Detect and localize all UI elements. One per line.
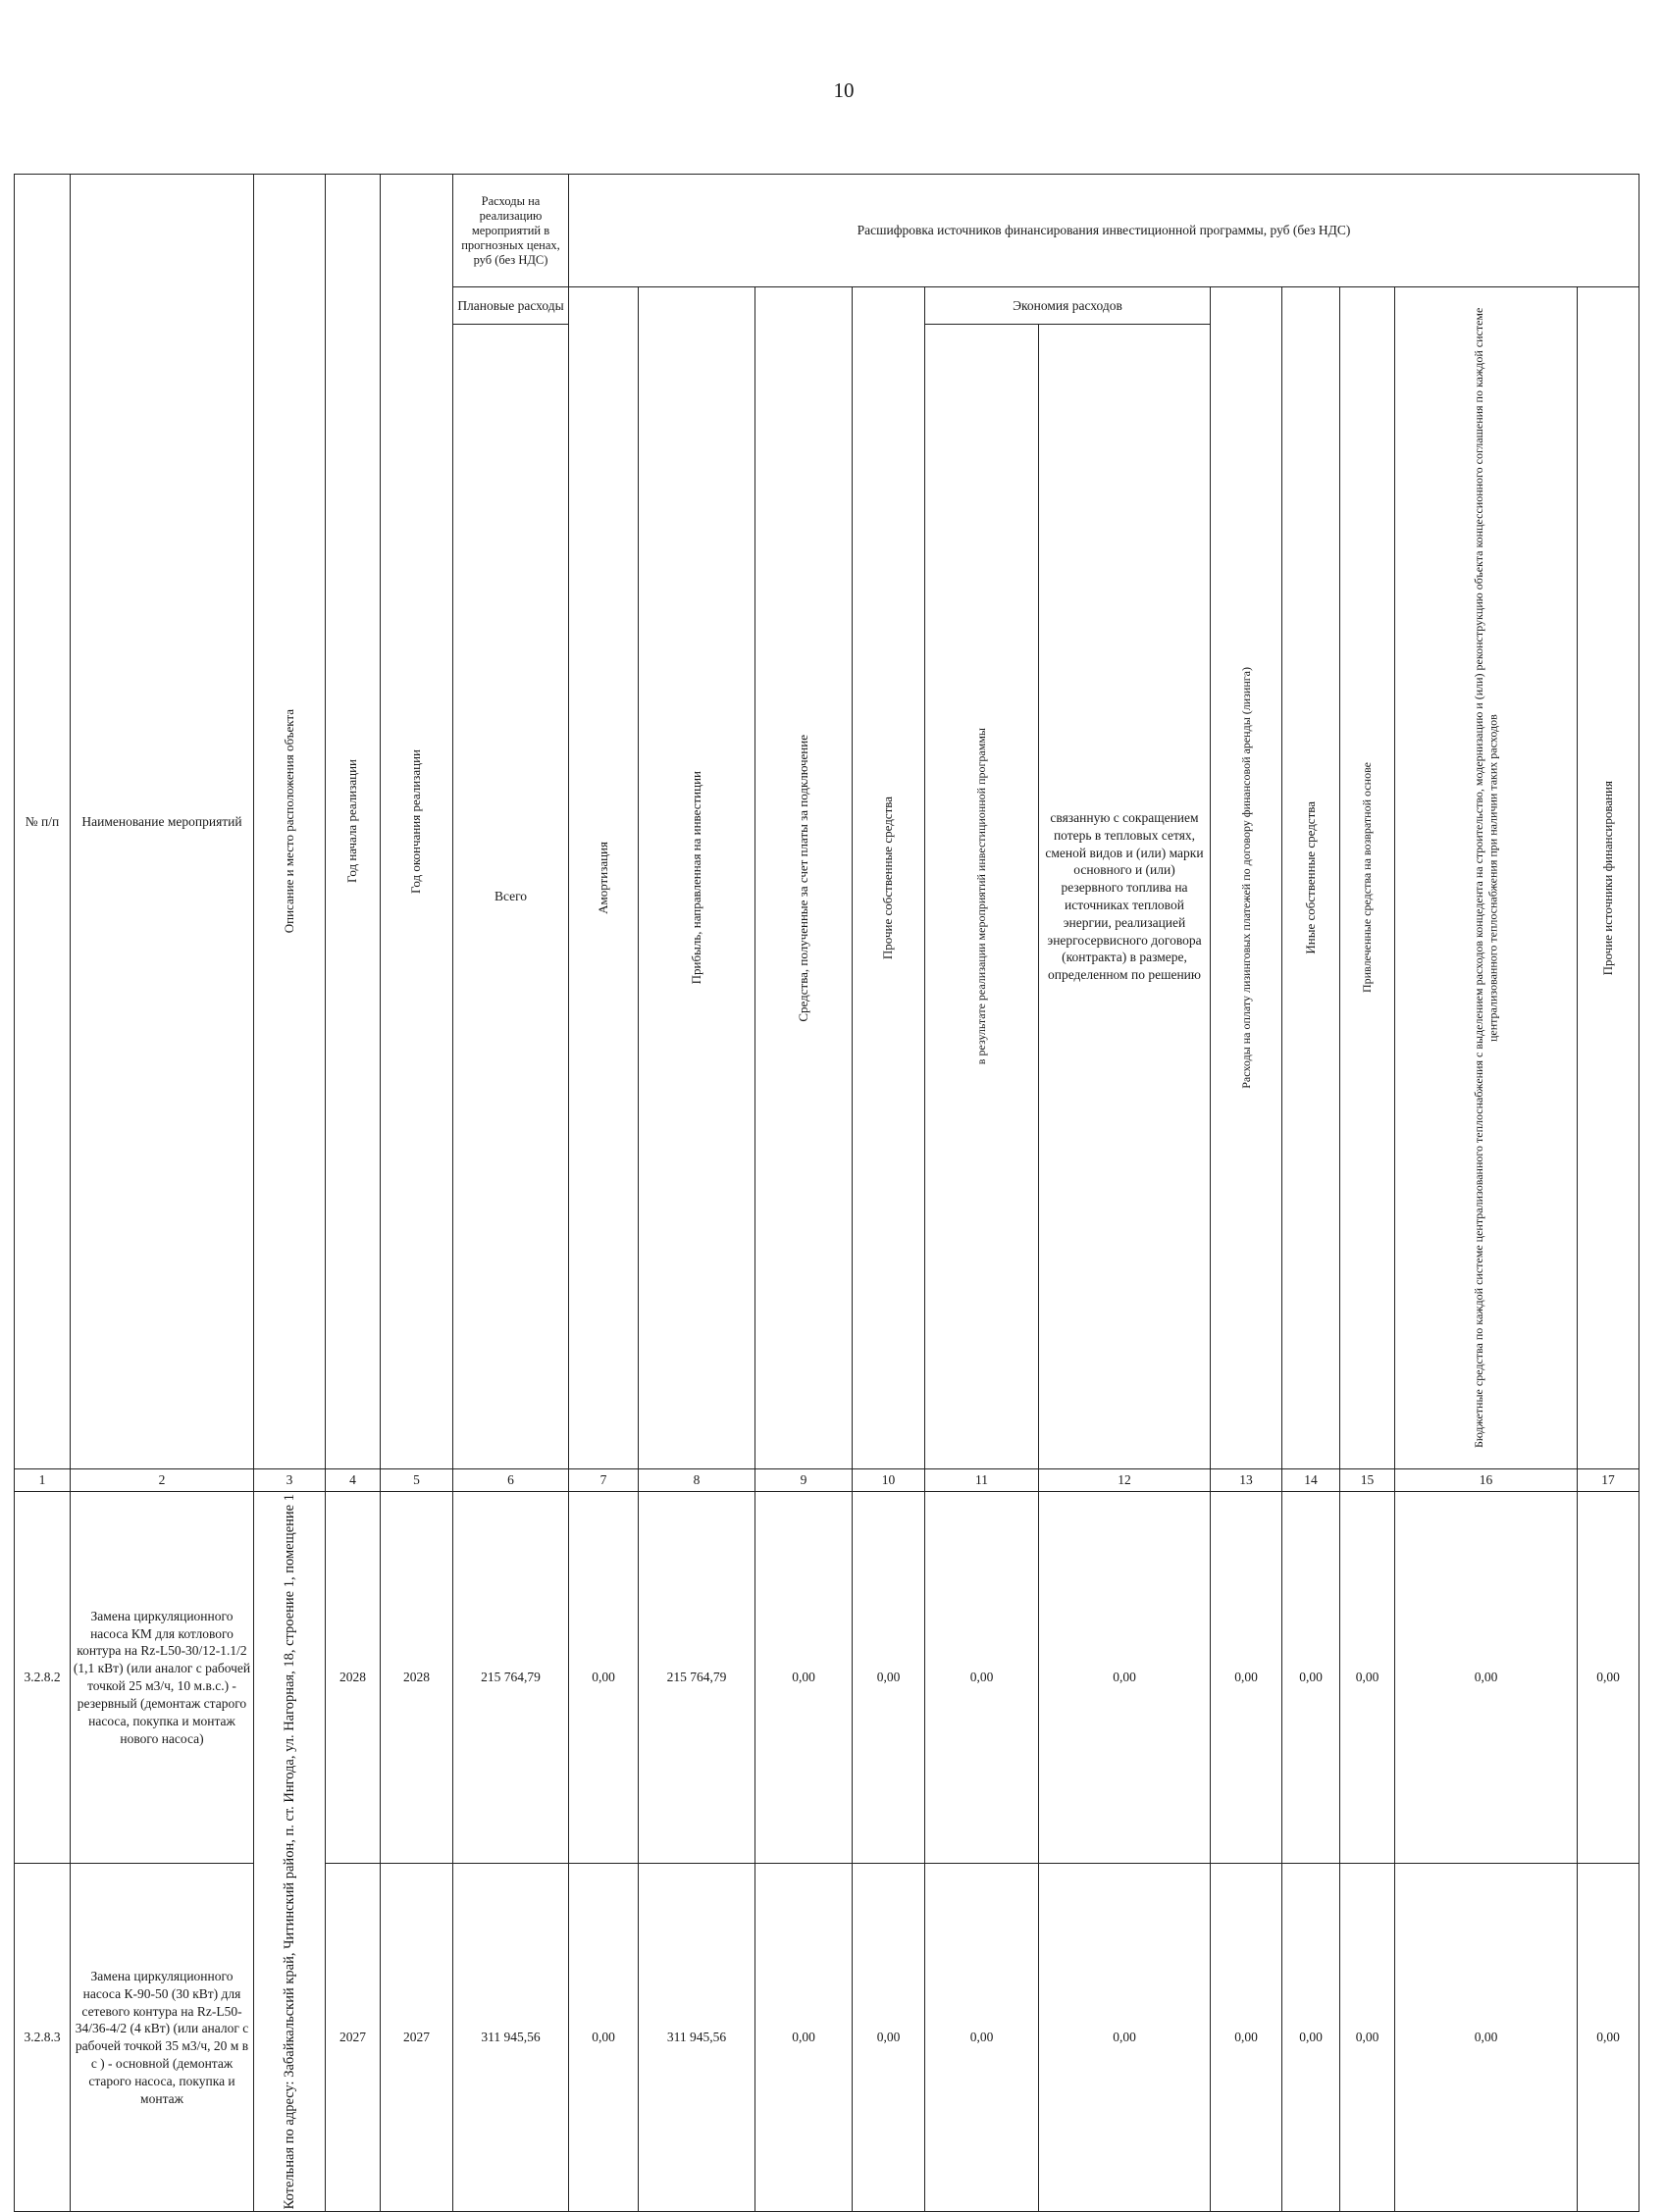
activity-name [71, 1864, 254, 2212]
header-planned-costs-group: Расходы на реализацию мероприятий в прогнозных ценах, руб (без НДС) [453, 175, 569, 287]
profit-value: 215 764,79 [639, 1492, 755, 1864]
header-location: Описание и место расположения объекта [254, 175, 326, 1469]
column-number: 9 [755, 1469, 853, 1492]
header-end-year: Год окончания реализации [381, 175, 453, 1469]
header-other-own-funds-2: Иные собственные средства [1282, 287, 1340, 1469]
economy-losses-value: 0,00 [1039, 1492, 1211, 1864]
column-number: 14 [1282, 1469, 1340, 1492]
start-year: 2028 [326, 1492, 381, 1864]
header-start-year: Год начала реализации [326, 175, 381, 1469]
connection-fee-value: 0,00 [755, 1492, 853, 1864]
row-number [15, 1864, 71, 2212]
borrowed-funds-value: 0,00 [1340, 1492, 1395, 1864]
column-number: 16 [1395, 1469, 1578, 1492]
header-total: Всего [453, 325, 569, 1469]
column-number: 13 [1211, 1469, 1282, 1492]
other-own-funds-2-value: 0,00 [1282, 1492, 1340, 1864]
page-number: 10 [824, 78, 863, 103]
header-budget-funds: Бюджетные средства по каждой системе централизованного теплоснабжения с выделением расходов концедента на строительство, модернизацию и (или) реконструкцию объекта концессионного соглашения по каждой системе централизованного теплоснабжения при наличии таких расходов [1395, 287, 1578, 1469]
end-year: 2028 [381, 1492, 453, 1864]
header-profit: Прибыль, направленная на инвестиции [639, 287, 755, 1469]
column-number: 10 [853, 1469, 925, 1492]
profit-value [639, 1864, 755, 2212]
table-row [15, 1492, 1639, 1864]
column-number: 7 [569, 1469, 639, 1492]
budget-funds-value: 0,00 [1395, 1492, 1578, 1864]
economy-program-value [925, 1864, 1039, 2212]
borrowed-funds-value [1340, 1864, 1395, 2212]
budget-funds-value [1395, 1864, 1578, 2212]
activity-name: Замена циркуляционного насоса КМ для котлового контура на Rz-L50-30/12-1.1/2 (1,1 кВт) (или аналог с рабочей точкой 25 м3/ч, 10 м.в.с.) - резервный (демонтаж старого насоса, покупка и монтаж нового насоса) [71, 1492, 254, 1864]
economy-losses-value [1039, 1864, 1211, 2212]
header-row-number: № п/п [15, 175, 71, 1469]
start-year [326, 1864, 381, 2212]
amortization-value: 0,00 [569, 1492, 639, 1864]
column-number: 3 [254, 1469, 326, 1492]
header-other-sources: Прочие источники финансирования [1578, 287, 1639, 1469]
column-number: 6 [453, 1469, 569, 1492]
header-planned-costs: Плановые расходы [453, 287, 569, 325]
column-number: 17 [1578, 1469, 1639, 1492]
header-borrowed-funds: Привлеченные средства на возвратной основе [1340, 287, 1395, 1469]
end-year [381, 1864, 453, 2212]
header-economy-group: Экономия расходов [925, 287, 1211, 325]
header-economy-program: в результате реализации мероприятий инвестиционной программы [925, 325, 1039, 1469]
other-own-funds-value: 0,00 [853, 1492, 925, 1864]
header-financing-group: Расшифровка источников финансирования инвестиционной программы, руб (без НДС) [569, 175, 1639, 287]
column-number: 15 [1340, 1469, 1395, 1492]
row-number: 3.2.8.2 [15, 1492, 71, 1864]
column-number: 4 [326, 1469, 381, 1492]
column-number: 11 [925, 1469, 1039, 1492]
header-leasing: Расходы на оплату лизинговых платежей по договору финансовой аренды (лизинга) [1211, 287, 1282, 1469]
header-amortization: Амортизация [569, 287, 639, 1469]
header-connection-fee: Средства, полученные за счет платы за подключение [755, 287, 853, 1469]
header-economy-losses: связанную с сокращением потерь в тепловых сетях, сменой видов и (или) марки основного и (или) резервного топлива на источниках тепловой энергии, реализацией энергосервисного договора (контракта) в размере, определенном по решению [1039, 325, 1211, 1469]
connection-fee-value [755, 1864, 853, 2212]
total-cost [453, 1864, 569, 2212]
leasing-value [1211, 1864, 1282, 2212]
column-number: 12 [1039, 1469, 1211, 1492]
economy-program-value: 0,00 [925, 1492, 1039, 1864]
header-activity-name: Наименование мероприятий [71, 175, 254, 1469]
header-other-own-funds: Прочие собственные средства [853, 287, 925, 1469]
column-number: 1 [15, 1469, 71, 1492]
leasing-value: 0,00 [1211, 1492, 1282, 1864]
other-own-funds-value [853, 1864, 925, 2212]
location-cell: Котельная по адресу: Забайкальский край, Читинский район, п. ст. Ингода, ул. Нагорная, 18, строение 1, помещение 1 [254, 1492, 326, 2212]
total-cost: 215 764,79 [453, 1492, 569, 1864]
column-number: 8 [639, 1469, 755, 1492]
other-sources-value [1578, 1864, 1639, 2212]
amortization-value [569, 1864, 639, 2212]
investment-program-table [14, 174, 1639, 2212]
other-sources-value: 0,00 [1578, 1492, 1639, 1864]
column-number: 2 [71, 1469, 254, 1492]
other-own-funds-2-value [1282, 1864, 1340, 2212]
column-number: 5 [381, 1469, 453, 1492]
